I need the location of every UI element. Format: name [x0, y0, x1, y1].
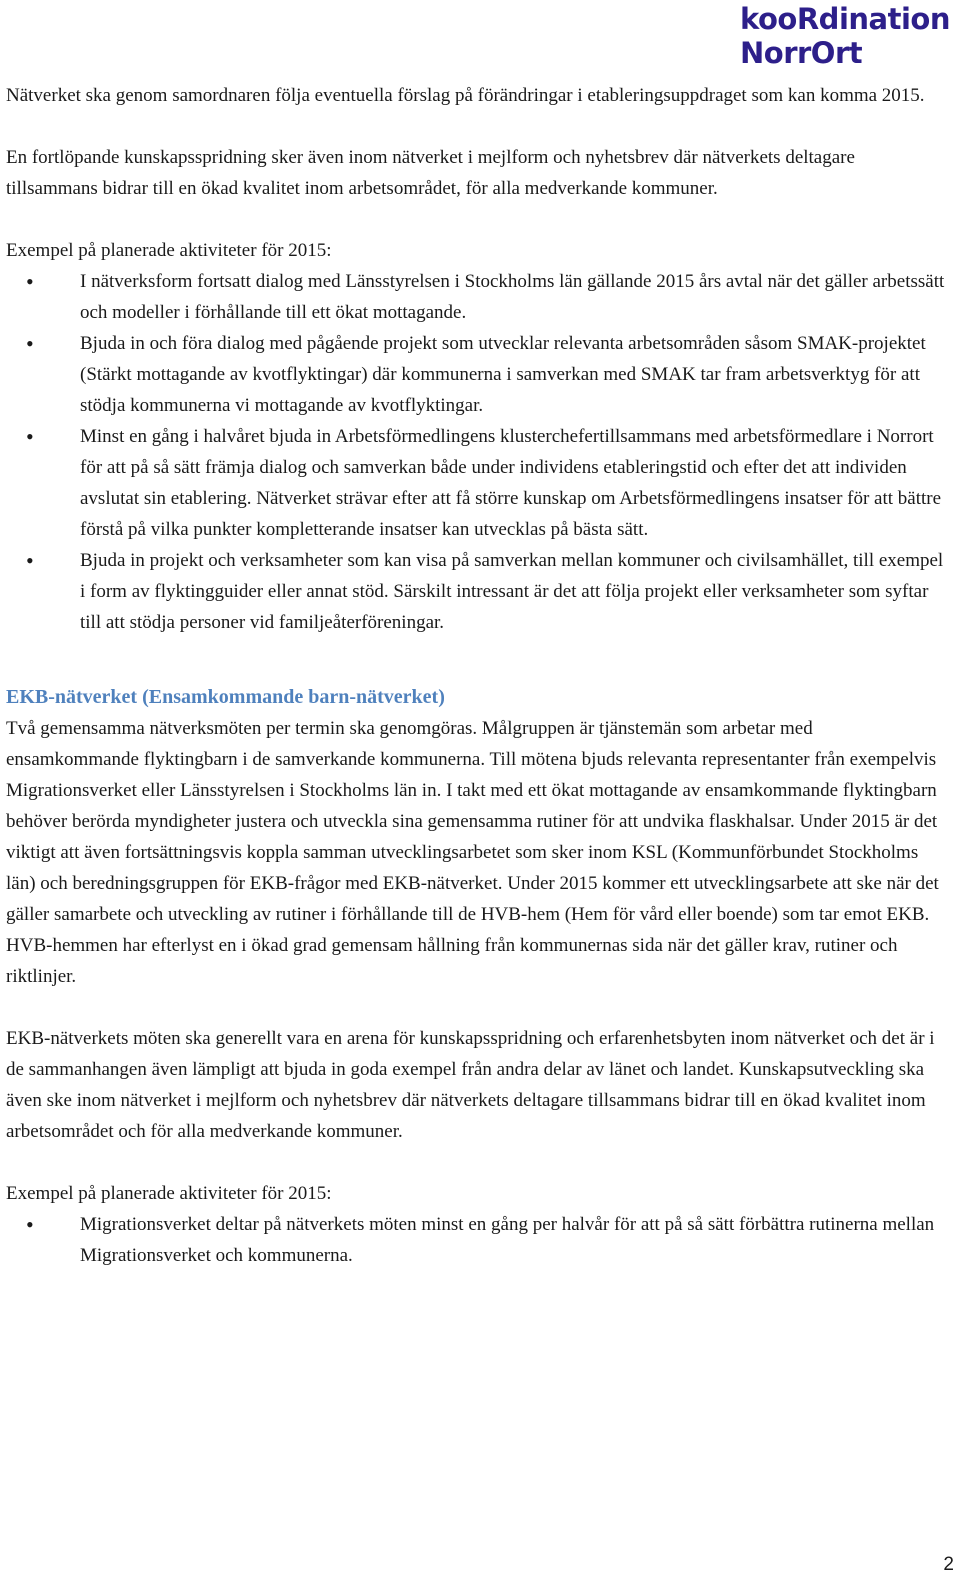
- list-item: • I nätverksform fortsatt dialog med Länsstyrelsen i Stockholms län gällande 2015 års avtal när det gäller arbetssätt och modeller i förhållande till ett ökat mottagande.: [6, 266, 950, 328]
- logo-line-2: NorrOrt: [740, 36, 863, 70]
- examples-label-ekb: Exempel på planerade aktiviteter för 2015:: [6, 1183, 332, 1204]
- paragraph-network-follow: Nätverket ska genom samordnaren följa eventuella förslag på förändringar i etableringsuppdraget som kan komma 2015.: [6, 85, 925, 106]
- examples-label: Exempel på planerade aktiviteter för 2015:: [6, 240, 332, 261]
- logo: [740, 2, 950, 70]
- ekb-activities-list: [6, 1209, 950, 1271]
- page-number: 2: [943, 1554, 954, 1575]
- section-heading-ekb: EKB-nätverket (Ensamkommande barn-nätverket): [6, 686, 445, 708]
- paragraph-knowledge-spread: En fortlöpande kunskapsspridning sker även inom nätverket i mejlform och nyhetsbrev där nätverkets deltagare tillsammans bidrar till en ökad kvalitet inom arbetsområdet, för alla medverkande kommuner.: [6, 147, 855, 199]
- list-item: • Minst en gång i halvåret bjuda in Arbetsförmedlingens klusterchefertillsammans med arbetsförmedlare i Norrort för att på så sätt främja dialog och samverkan både under individens etableringstid och efter det att individen avslutat sin etablering. Nätverket strävar efter att få större kunskap om Arbetsförmedlingens insatser för att bättre förstå på vilka punkter kompletterande insatser kan utvecklas på bästa sätt.: [6, 421, 950, 545]
- logo-line-1: kooRdination: [740, 2, 950, 36]
- paragraph-ekb-meetings: Två gemensamma nätverksmöten per termin ska genomgöras. Målgruppen är tjänstemän som arbetar med ensamkommande flyktingbarn i de samverkande kommunerna. Till mötena bjuds relevanta representanter från exempelvis Migrationsverket eller Länsstyrelsen i Stockholms län in. I takt med ett ökat mottagande av ensamkommande flyktingbarn behöver berörda myndigheter justera och utveckla sina gemensamma rutiner för att undvika flaskhalsar. Under 2015 är det viktigt att även fortsättningsvis koppla samman utvecklingsarbetet som sker inom KSL (Kommunförbundet Stockholms län) och beredningsgruppen för EKB-frågor med EKB-nätverket. Under 2015 kommer ett utvecklingsarbete att ske när det gäller samarbete och utveckling av rutiner i förhållande till de HVB-hem (Hem för vård eller boende) som tar emot EKB. HVB-hemmen har efterlyst en i ökad grad gemensam hållning från kommunernas sida när det gäller krav, rutiner och riktlinjer.: [6, 718, 939, 987]
- paragraph-ekb-arena: EKB-nätverkets möten ska generellt vara en arena för kunskapsspridning och erfarenhetsbyten inom nätverket och det är i de sammanhangen även lämpligt att bjuda in goda exempel från andra delar av länet och landet. Kunskapsutveckling ska även ske inom nätverket i mejlform och nyhetsbrev där nätverkets deltagare tillsammans bidrar till en ökad kvalitet inom arbetsområdet och för alla medverkande kommuner.: [6, 1028, 935, 1142]
- document-body: [6, 80, 950, 1271]
- activities-list: [6, 266, 950, 638]
- list-item: • Bjuda in och föra dialog med pågående projekt som utvecklar relevanta arbetsområden såsom SMAK-projektet (Stärkt mottagande av kvotflyktingar) där kommunerna i samverkan med SMAK tar fram arbetsverktyg för att stödja kommunerna vi mottagande av kvotflyktingar.: [6, 328, 950, 421]
- list-item: • Migrationsverket deltar på nätverkets möten minst en gång per halvår för att på så sätt förbättra rutinerna mellan Migrationsverket och kommunerna.: [6, 1209, 950, 1271]
- list-item: • Bjuda in projekt och verksamheter som kan visa på samverkan mellan kommuner och civilsamhället, till exempel i form av flyktingguider eller annat stöd. Särskilt intressant är det att följa projekt eller verksamheter som syftar till att stödja personer vid familjeåterföreningar.: [6, 545, 950, 638]
